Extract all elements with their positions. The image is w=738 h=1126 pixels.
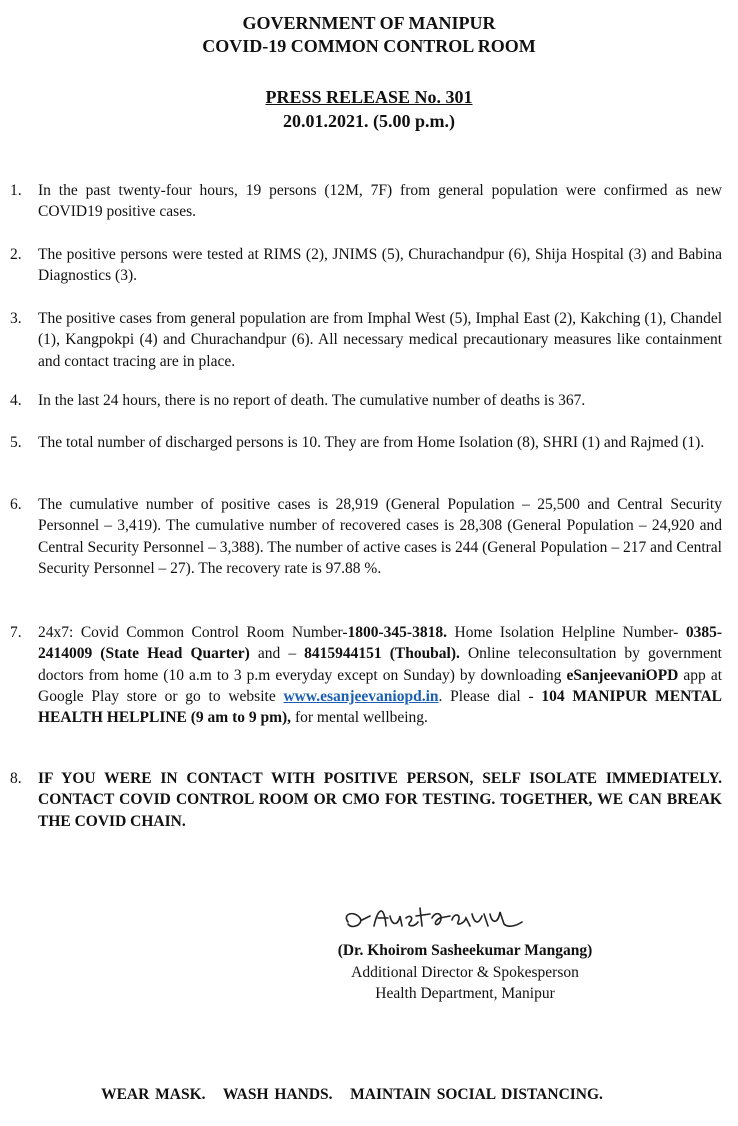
item-text <box>38 622 722 728</box>
list-item-1 <box>10 180 722 223</box>
item-text: IF YOU WERE IN CONTACT WITH POSITIVE PERSON, SELF ISOLATE IMMEDIATELY. CONTACT COVID CONTROL ROOM OR CMO FOR TESTING. TOGETHER, WE CAN BREAK THE COVID CHAIN. <box>38 770 722 830</box>
item-number: 5. <box>10 434 22 451</box>
header-government: GOVERNMENT OF MANIPUR <box>242 13 496 33</box>
item-number: 4. <box>10 392 22 409</box>
item-text: The positive persons were tested at RIMS (2), JNIMS (5), Churachandpur (6), Shija Hospital (3) and Babina Diagnostics (3). <box>38 246 722 285</box>
item-text: The total number of discharged persons is 10. They are from Home Isolation (8), SHRI (1) and Rajmed (1). <box>38 434 705 451</box>
and-text: and – <box>249 645 305 663</box>
thoubal-number: 8415944151 (Thoubal). <box>304 645 460 663</box>
list-item-6 <box>10 494 722 579</box>
signatory-name: (Dr. Khoirom Sasheekumar Mangang) <box>337 942 593 959</box>
item-number: 2. <box>10 246 22 263</box>
list-item-7 <box>10 622 722 728</box>
signatory-title: Additional Director & Spokesperson <box>351 964 579 981</box>
home-isolation-intro: Home Isolation Helpline Number- <box>446 624 686 641</box>
signature-icon <box>340 900 570 940</box>
item-number: 3. <box>10 310 22 327</box>
app-name: eSanjeevaniOPD <box>566 666 679 684</box>
wellbeing-text: for mental wellbeing. <box>291 709 428 727</box>
footer-slogan: WEAR MASK. WASH HANDS. MAINTAIN SOCIAL DISTANCING. <box>101 1086 603 1103</box>
item-text: The cumulative number of positive cases is 28,919 (General Population – 25,500 and Central Security Personnel – 3,419). The cumulative number of recovered cases is 28,308 (General Population – 24,920 and Central Security Personnel – 3,388). The number of active cases is 244 (General Population – 217 and Central Security Personnel – 27). The recovery rate is 97.88 %. <box>38 496 722 577</box>
signatory-department: Health Department, Manipur <box>375 985 555 1002</box>
list-item-5 <box>10 432 722 453</box>
press-release-number: PRESS RELEASE No. 301 <box>265 87 473 107</box>
teleconsultation-text: Online teleconsultation by government doctors from home (10 a.m to 3 p.m everyday except on Sunday) by downloading <box>38 645 722 684</box>
item-number: 8. <box>10 770 22 787</box>
item-number: 1. <box>10 182 22 199</box>
website-link[interactable]: www.esanjeevaniopd.in <box>283 687 439 705</box>
mental-health-helpline: 104 MANIPUR MENTAL HEALTH HELPLINE (9 am to 9 pm), <box>38 687 722 727</box>
release-date: 20.01.2021. (5.00 p.m.) <box>283 111 455 131</box>
list-item-8 <box>10 768 722 832</box>
dial-text: . Please dial - <box>438 687 542 705</box>
app-store-text: app at Google Play store or go to website <box>38 666 723 705</box>
list-item-4 <box>10 390 722 411</box>
item-text: In the last 24 hours, there is no report of death. The cumulative number of deaths is 367. <box>38 392 586 409</box>
state-hq-number: 0385-2414009 (State Head Quarter) <box>38 624 722 663</box>
item-number: 6. <box>10 496 22 513</box>
header-control-room: COVID-19 COMMON CONTROL ROOM <box>202 36 536 56</box>
control-room-number: 1800-345-3818. <box>347 624 447 641</box>
item-text: The positive cases from general population are from Imphal West (5), Imphal East (2), Kakching (1), Chandel (1), Kangpokpi (4) and Churachandpur (6). All necessary medical precautionary measures like containment and contact tracing are in place. <box>38 310 722 370</box>
list-item-3 <box>10 308 722 372</box>
helpline-intro: 24x7: Covid Common Control Room Number- <box>38 624 348 641</box>
item-text: In the past twenty-four hours, 19 persons (12M, 7F) from general population were confirmed as new COVID19 positive cases. <box>38 182 722 221</box>
item-number: 7. <box>10 624 22 641</box>
list-item-2 <box>10 244 722 287</box>
